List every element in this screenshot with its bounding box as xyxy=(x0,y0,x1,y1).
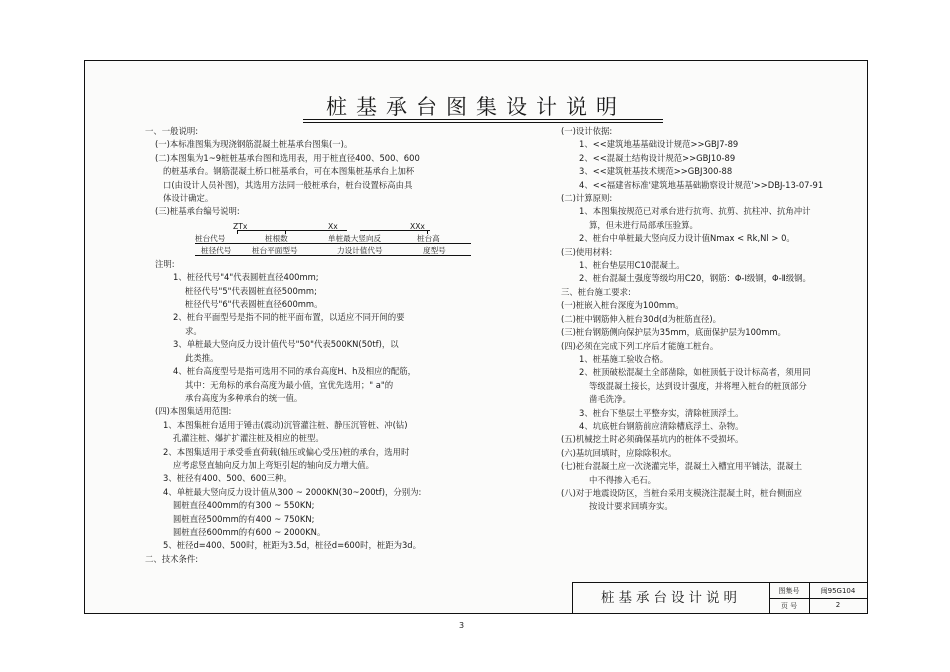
text-line: 3、单桩最大竖向反力设计值代号"50"代表500KN(50tf)，以 xyxy=(173,339,399,350)
title-block-rule xyxy=(809,583,810,613)
text-line: 圆桩直径600mm的有600 ~ 2000KN。 xyxy=(173,526,326,537)
text-line: 4、坑底桩台钢筋前应清除槽底浮土、杂物。 xyxy=(579,420,744,431)
code-xxx: XXx xyxy=(410,221,425,231)
text-line: 3、桩径有400、500、600三种。 xyxy=(163,473,292,484)
text-line: 4、桩台高度型号是指可选用不同的承台高度H、h及相应的配筋， xyxy=(173,366,417,377)
text-line: 1、桩径代号"4"代表圆桩直径400mm; xyxy=(173,272,319,283)
text-line: 三、桩台施工要求: xyxy=(561,286,631,297)
text-line: 其中：无角标的承台高度为最小值，宜优先选用；" a"的 xyxy=(185,379,394,390)
code-tick xyxy=(237,230,238,234)
text-line: 等级混凝土接长，达到设计强度，并将埋入桩台的桩顶部分 xyxy=(589,380,807,391)
text-line: (一)桩嵌入桩台深度为100mm。 xyxy=(561,300,684,311)
text-line: 4、单桩最大竖向反力设计值从300 ~ 2000KN(30~200tf)，分别为: xyxy=(163,486,422,497)
page-value: 2 xyxy=(835,601,841,609)
text-line: 中不得掺入毛石。 xyxy=(589,474,656,485)
text-line: 2、<<混凝土结构设计规范>>GBJ10-89 xyxy=(579,152,736,163)
text-line: 圆桩直径500mm的有400 ~ 750KN; xyxy=(173,513,315,524)
title-block-title: 桩基承台设计说明 xyxy=(573,583,770,613)
label-diameter-code: 桩径代号 xyxy=(201,245,232,255)
text-line: (一)设计依据: xyxy=(561,126,613,136)
title-block xyxy=(572,582,867,613)
text-line: 3、<<建筑桩基技术规范>>GBJ300-88 xyxy=(579,166,733,177)
text-line: (二)桩中钢筋伸入桩台30d(d为桩筋直径)。 xyxy=(561,313,721,324)
text-line: (五)机械挖土时必须确保基坑内的桩体不受损坏。 xyxy=(561,434,744,445)
code-ztx: ZTx xyxy=(233,221,248,231)
text-line: 2、桩顶破松混凝土全部凿除，如桩顶低于设计标高者，须用同 xyxy=(579,367,811,378)
text-line: 2、桩台平面型号是指不同的桩平面布置，以适应不同开间的要 xyxy=(173,312,405,323)
text-line: 4、<<福建省标准'建筑地基基础勘察设计规范'>>DBJ-13-07-91 xyxy=(579,179,824,190)
code-line xyxy=(195,255,471,256)
text-line: 1、本图集桩台适用于锤击(震动)沉管灌注桩、静压沉管桩、冲(钻) xyxy=(163,419,408,430)
text-line: 二、技术条件: xyxy=(145,553,199,564)
text-line: 承台高度为多种承台的统一值。 xyxy=(185,392,303,403)
code-line xyxy=(237,230,347,231)
text-line: 一、一般说明: xyxy=(145,126,199,136)
label-cap-height: 桩台高 xyxy=(417,233,440,243)
text-line: (一)本标准图集为现浇钢筋混凝土桩基承台图集(一)。 xyxy=(155,139,353,150)
page-title: 桩基承台图集设计说明 xyxy=(326,95,626,119)
text-line: 5、桩径d=400、500时，桩距为3.5d，桩径d=600时，桩距为3d。 xyxy=(163,540,421,551)
label-plan-type: 桩台平面型号 xyxy=(252,245,298,255)
text-line: (三)桩基承台编号说明: xyxy=(155,206,240,217)
title-block-rule xyxy=(769,598,867,599)
label-design-code: 力设计值代号 xyxy=(337,245,383,255)
label-max-reaction: 单桩最大竖向反 xyxy=(328,233,382,243)
text-line: (三)桩台钢筋侧向保护层为35mm，底面保护层为100mm。 xyxy=(561,327,786,338)
code-xx: Xx xyxy=(328,221,338,231)
page-label: 页 号 xyxy=(780,602,798,610)
text-line: 1、本图集按规范已对承台进行抗弯、抗剪、抗柱冲、抗角冲计 xyxy=(579,206,811,217)
text-line: 求。 xyxy=(185,325,202,336)
text-line: 孔灌注桩、爆扩扩灌注桩及相应的桩型。 xyxy=(173,433,324,444)
text-line: 1、<<建筑地基基础设计规范>>GBJ7-89 xyxy=(579,139,739,150)
text-line: (八)对于地震设防区，当桩台采用支模浇注混凝土时，桩台侧面应 xyxy=(561,487,803,498)
drawing-sheet xyxy=(84,60,868,614)
text-line: 的桩基承台。钢筋混凝土桥口桩基承台，可在本图集桩基承台上加杯 xyxy=(163,166,415,177)
label-pile-cap-code: 桩台代号 xyxy=(195,233,226,243)
text-line: (四)必须在完成下列工序后才能施工桩台。 xyxy=(561,340,719,351)
text-line: 口(由设计人员补图)，其选用方法同一般桩承台，桩台设置标高由具 xyxy=(163,179,413,190)
title-underline-bottom xyxy=(303,122,663,123)
pile-code-diagram xyxy=(145,220,545,256)
text-line: 2、桩台混凝土强度等级均用C20，钢筋：Φ-Ⅰ级钢，Φ-Ⅱ级钢。 xyxy=(579,273,811,284)
text-line: 圆桩直径400mm的有300 ~ 550KN; xyxy=(173,500,315,511)
text-line: 注明: xyxy=(155,258,175,269)
text-line: 桩径代号"5"代表圆桩直径500mm; xyxy=(185,285,317,296)
set-label: 图集号 xyxy=(778,587,800,595)
text-line: 算，但未进行局部承压验算。 xyxy=(589,219,698,230)
text-line: (二)计算原则: xyxy=(561,193,613,204)
text-line: 3、桩台下垫层土平整夯实，清除桩顶浮土。 xyxy=(579,407,744,418)
text-line: (二)本图集为1~9桩桩基承台图和选用表，用于桩直径400、500、600 xyxy=(155,152,420,163)
text-line: 体设计确定。 xyxy=(163,193,214,204)
text-line: (三)使用材料: xyxy=(561,246,613,257)
text-line: 2、本图集适用于承受垂直荷载(轴压或偏心受压)桩的承台，选用时 xyxy=(163,446,410,457)
code-line xyxy=(360,230,430,231)
text-line: 2、桩台中单桩最大竖向反力设计值Nmax < Rk,Nl > 0。 xyxy=(579,233,795,244)
text-line: 应考虑竖直轴向反力加上弯矩引起的轴向反力增大值。 xyxy=(173,459,374,470)
text-line: (四)本图集适用范围: xyxy=(155,406,232,417)
text-line: 1、桩基施工验收合格。 xyxy=(579,353,669,364)
text-line: 1、桩台垫层用C10混凝土。 xyxy=(579,260,685,271)
set-value: 闽95G104 xyxy=(820,587,856,595)
label-pile-count: 桩根数 xyxy=(265,233,288,243)
page-number: 3 xyxy=(459,621,465,630)
right-column xyxy=(561,125,861,514)
title-underline-top xyxy=(303,119,663,120)
text-line: 此类推。 xyxy=(185,352,219,363)
text-line: 按设计要求回填夯实。 xyxy=(589,501,673,512)
text-line: 凿毛洗净。 xyxy=(589,394,631,405)
left-column xyxy=(145,125,545,566)
text-line: (七)桩台混凝土应一次浇灌完毕，混凝土入槽宜用平铺法，混凝土 xyxy=(561,461,803,472)
text-line: 桩径代号"6"代表圆桩直径600mm。 xyxy=(185,299,323,310)
text-line: (六)基坑回填时，应除除积水。 xyxy=(561,447,677,458)
label-height-type: 度型号 xyxy=(423,245,446,255)
